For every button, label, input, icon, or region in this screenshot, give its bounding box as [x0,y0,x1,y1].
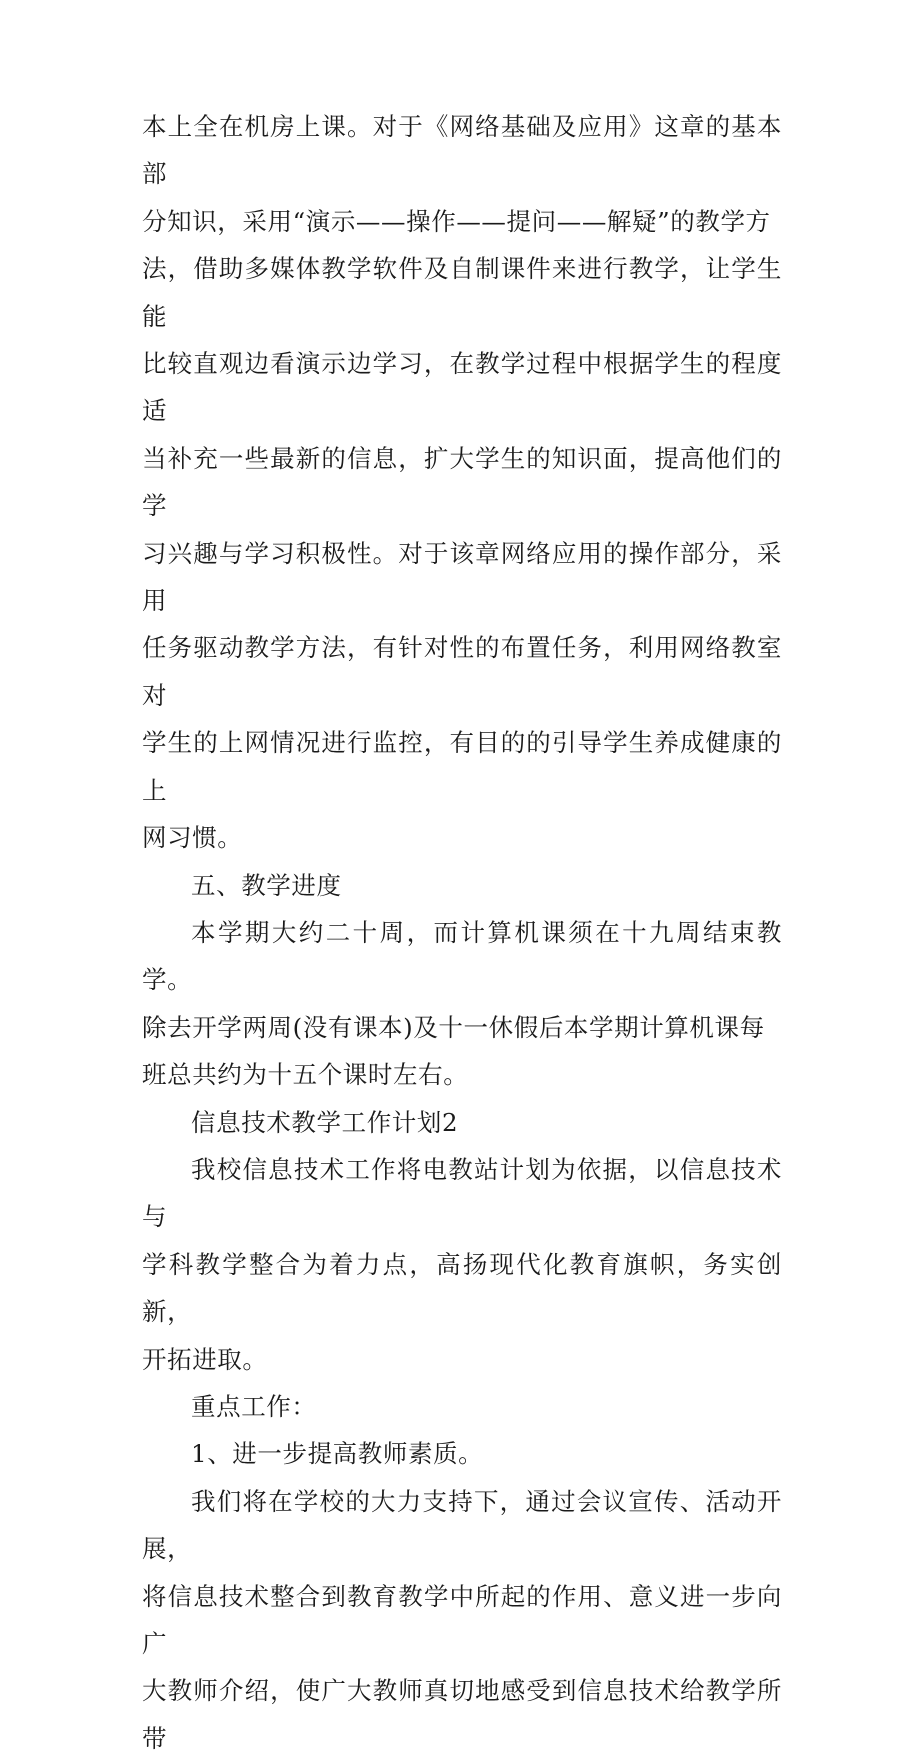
text-line: 五、教学进度 [191,870,342,900]
section-heading-teaching-progress [142,862,782,909]
text-line: 将信息技术整合到教育教学中所起的作用、意义进一步向广 [142,1581,782,1658]
text-line: 除去开学两周(没有课本)及十一休假后本学期计算机课每 [142,1012,765,1042]
paragraph-teacher-training [142,1478,782,1762]
text-line: 我校信息技术工作将电教站计划为依据，以信息技术与 [142,1154,782,1232]
text-line: 网习惯。 [142,823,243,853]
text-line: 学科教学整合为着力点，高扬现代化教育旗帜，务实创新， [142,1249,782,1327]
paragraph-network-teaching-method [142,103,782,862]
text-line: 学生的上网情况进行监控，有目的的引导学生养成健康的上 [142,728,782,805]
text-line: 法，借助多媒体教学软件及自制课件来进行教学，让学生能 [142,254,782,331]
text-line: 分知识，采用“演示——操作——提问——解疑”的教学方 [142,206,771,236]
text-line: 本学期大约二十周，而计算机课须在十九周结束教学。 [142,917,782,995]
text-line: 开拓进取。 [142,1344,268,1374]
text-line: 当补充一些最新的信息，扩大学生的知识面，提高他们的学 [142,443,782,521]
text-line: 比较直观边看演示边学习，在教学过程中根据学生的程度适 [142,349,782,426]
list-item-improve-teacher-quality [142,1430,782,1477]
document-subtitle [142,1099,782,1146]
paragraph-semester-schedule [142,909,782,1099]
text-line: 任务驱动教学方法，有针对性的布置任务，利用网络教室对 [142,633,782,710]
section-heading-key-work [142,1383,782,1430]
text-line: 班总共约为十五个课时左右。 [142,1060,469,1090]
paragraph-school-it-plan [142,1146,782,1383]
text-line: 我们将在学校的大力支持下，通过会议宣传、活动开展， [142,1486,782,1564]
text-line: 本上全在机房上课。对于《网络基础及应用》这章的基本部 [142,112,782,189]
text-line: 大教师介绍，使广大教师真切地感受到信息技术给教学所带 [142,1676,782,1753]
text-line: 习兴趣与学习积极性。对于该章网络应用的操作部分，采用 [142,538,782,616]
text-line: 重点工作： [191,1391,317,1421]
document-body [142,103,782,1762]
text-line: 1、进一步提高教师素质。 [191,1439,484,1469]
text-line: 信息技术教学工作计划2 [191,1107,459,1137]
